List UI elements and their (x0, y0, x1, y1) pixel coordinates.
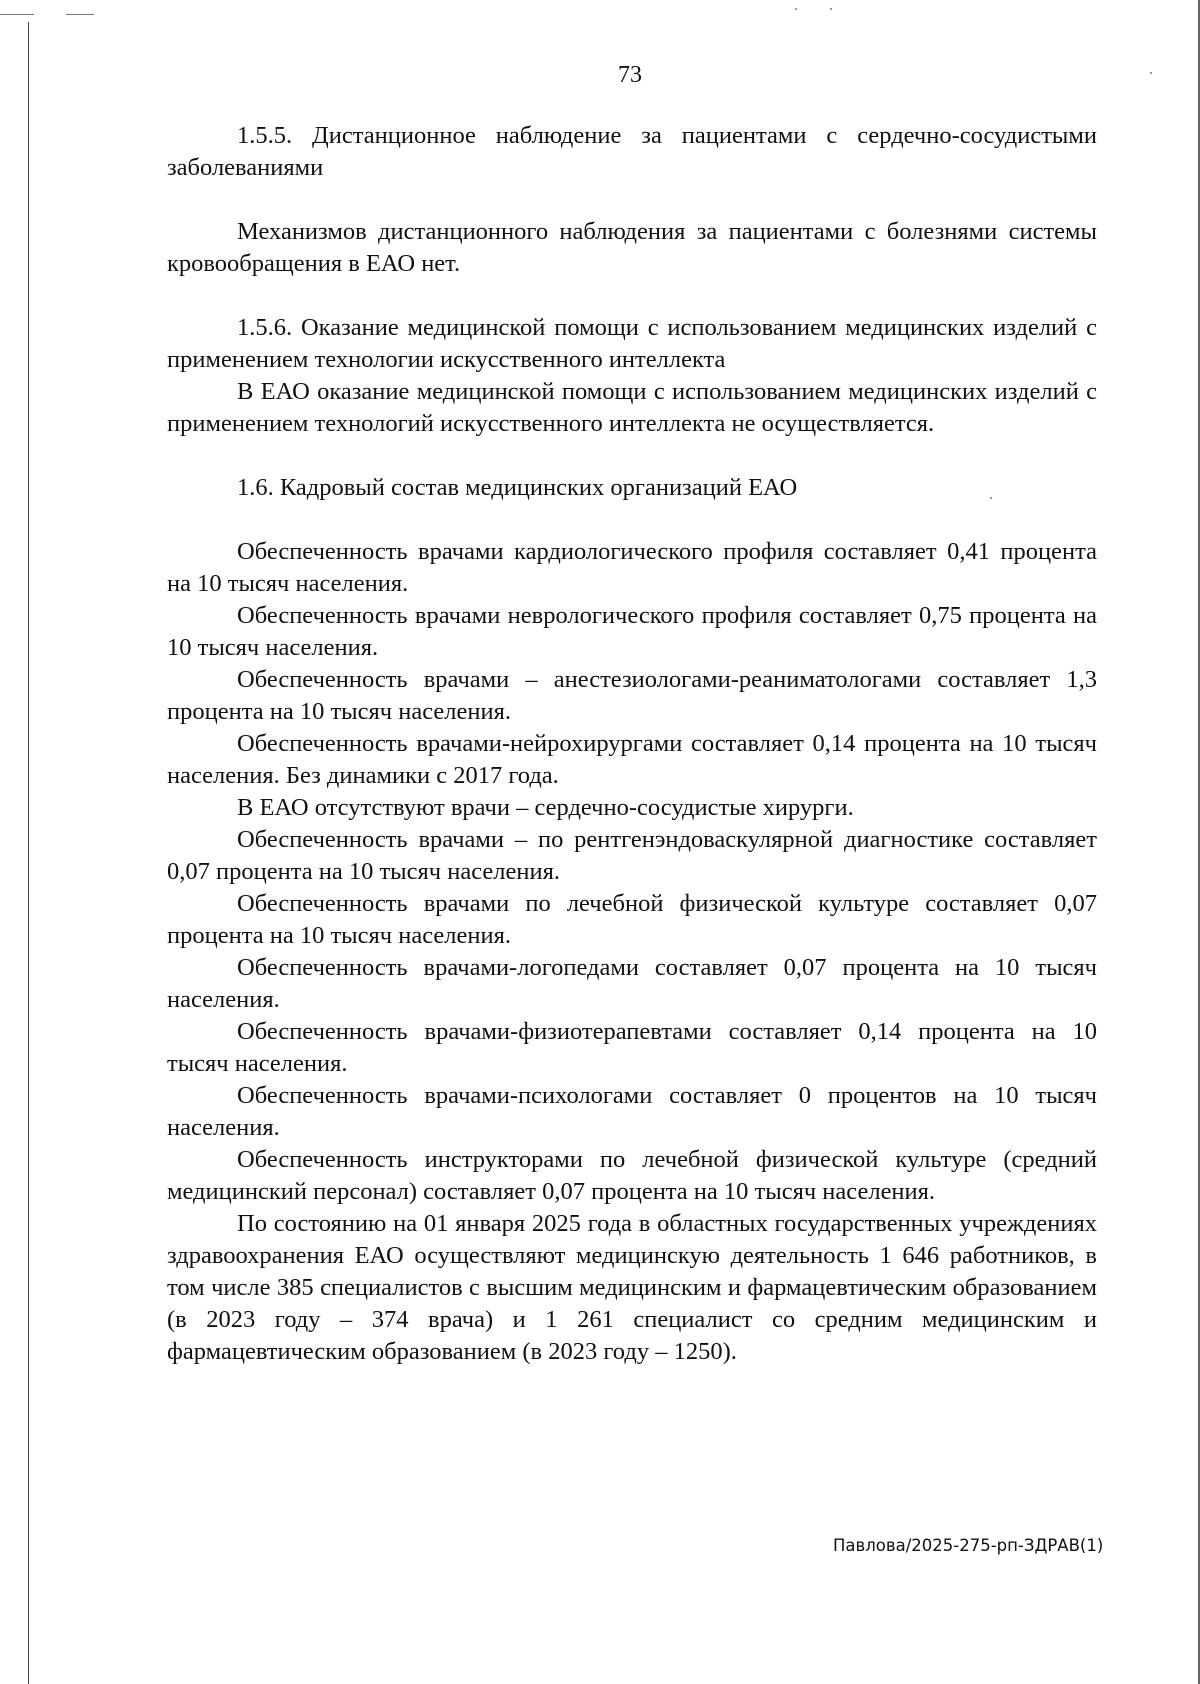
paragraph-instructors: Обеспеченность инструкторами по лечебной физической культуре (средний медицинский персонал) составляет 0,07 процента на 10 тысяч населения. (167, 1146, 1097, 1205)
paragraph-psychologists: Обеспеченность врачами-психологами составляет 0 процентов на 10 тысяч населения. (167, 1082, 1097, 1141)
paragraph-physical-therapy-doctors: Обеспеченность врачами по лечебной физической культуре составляет 0,07 процента на 10 тысяч населения. (167, 890, 1097, 949)
paragraph-cardiovascular-surgeons: В ЕАО отсутствуют врачи – сердечно-сосудистые хирурги. (237, 794, 854, 821)
paragraph-staff-count: По состоянию на 01 января 2025 года в областных государственных учреждениях здравоохранения ЕАО осуществляют медицинскую деятельность 1 646 работников, в том числе 385 специалистов с высшим медицинским и фармацевтическим образованием (в 2023 году – 374 врача) и 1 261 специалист со средним медицинским и фармацевтическим образованием (в 2023 году – 1250). (167, 1210, 1097, 1365)
paragraph-xray-endovascular: Обеспеченность врачами – по рентгенэндоваскулярной диагностике составляет 0,07 процента на 10 тысяч населения. (167, 826, 1097, 885)
section-heading-1-6: 1.6. Кадровый состав медицинских организаций ЕАО (237, 474, 798, 501)
scan-speck (1150, 72, 1152, 74)
document-body (167, 120, 1097, 1368)
paragraph-ai-devices: В ЕАО оказание медицинской помощи с использованием медицинских изделий с применением технологий искусственного интеллекта не осуществляется. (167, 378, 1097, 437)
section-heading-1-5-6: 1.5.6. Оказание медицинской помощи с использованием медицинских изделий с применением технологии искусственного интеллекта (167, 314, 1097, 373)
paragraph-anesthesiologists: Обеспеченность врачами – анестезиологами-реаниматологами составляет 1,3 процента на 10 тысяч населения. (167, 666, 1097, 725)
scan-speck (795, 8, 797, 10)
section-heading-1-5-5: 1.5.5. Дистанционное наблюдение за пациентами с сердечно-сосудистыми заболеваниями (167, 122, 1097, 181)
paragraph-speech-therapists: Обеспеченность врачами-логопедами составляет 0,07 процента на 10 тысяч населения. (167, 954, 1097, 1013)
paragraph-remote-monitoring: Механизмов дистанционного наблюдения за пациентами с болезнями системы кровообращения в ЕАО нет. (167, 218, 1097, 277)
scan-speck (990, 497, 992, 499)
paragraph-physiotherapists: Обеспеченность врачами-физиотерапевтами составляет 0,14 процента на 10 тысяч населения. (167, 1018, 1097, 1077)
scan-speck (830, 8, 832, 10)
page-number: 73 (618, 62, 642, 88)
paragraph-cardiologists: Обеспеченность врачами кардиологического профиля составляет 0,41 процента на 10 тысяч населения. (167, 538, 1097, 597)
corner-marks (0, 14, 95, 16)
page-border-left (28, 22, 29, 1684)
footer-document-code: Павлова/2025-275-рп-ЗДРАВ(1) (833, 1536, 1104, 1555)
paragraph-neurologists: Обеспеченность врачами неврологического профиля составляет 0,75 процента на 10 тысяч населения. (167, 602, 1097, 661)
paragraph-neurosurgeons: Обеспеченность врачами-нейрохирургами составляет 0,14 процента на 10 тысяч населения. Без динамики с 2017 года. (167, 730, 1097, 789)
